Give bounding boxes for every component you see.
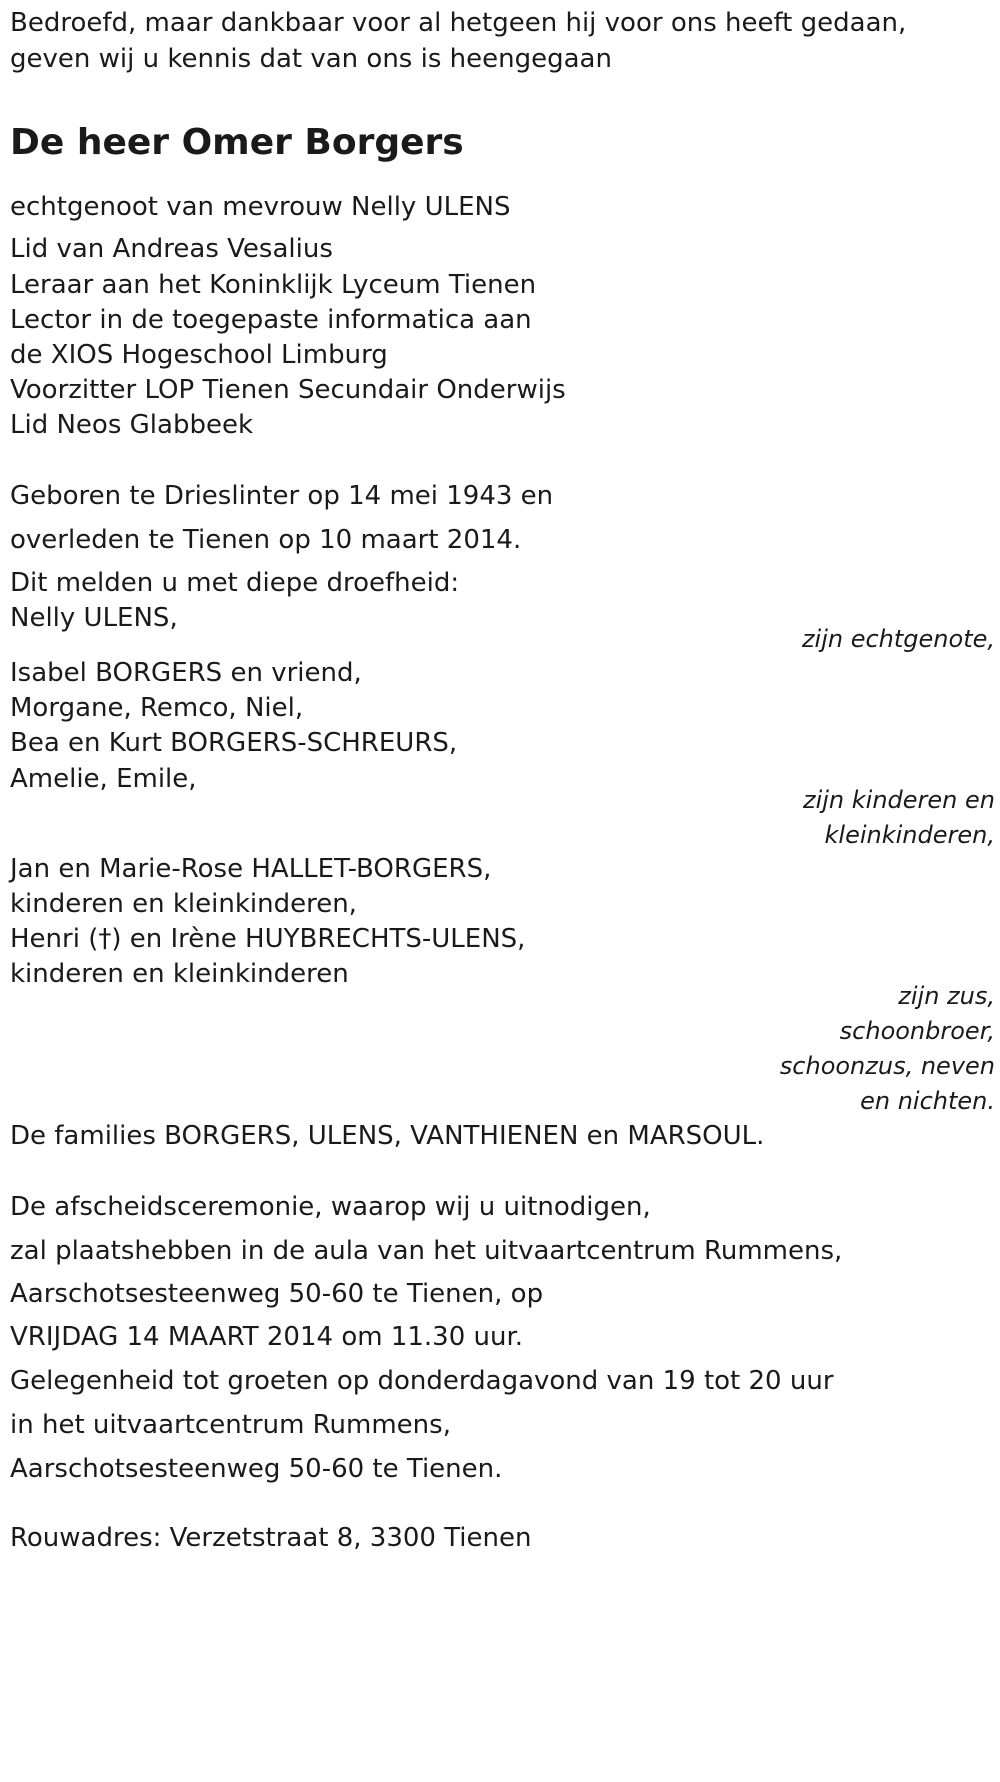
role-line: Lector in de toegepaste informatica aan xyxy=(10,305,532,335)
mourner-sibling-line: kinderen en kleinkinderen, xyxy=(10,889,357,919)
ceremony-line: zal plaatshebben in de aula van het uitvaartcentrum Rummens, xyxy=(10,1236,843,1266)
death-line: overleden te Tienen op 10 maart 2014. xyxy=(10,525,522,555)
announce-line: Dit melden u met diepe droefheid: xyxy=(10,568,460,598)
role-line: de XIOS Hogeschool Limburg xyxy=(10,340,388,370)
mourner-child-line: Morgane, Remco, Niel, xyxy=(10,693,304,723)
mourner-child-line: Amelie, Emile, xyxy=(10,764,197,794)
children-relation-line: zijn kinderen en xyxy=(803,786,995,814)
role-line: Voorzitter LOP Tienen Secundair Onderwijs xyxy=(10,375,566,405)
mourner-sibling-line: kinderen en kleinkinderen xyxy=(10,959,349,989)
mourner-child-line: Bea en Kurt BORGERS-SCHREURS, xyxy=(10,728,458,758)
mourner-sibling-line: Henri (†) en Irène HUYBRECHTS-ULENS, xyxy=(10,924,526,954)
ceremony-date-line: VRIJDAG 14 MAART 2014 om 11.30 uur. xyxy=(10,1322,524,1352)
spouse-line: echtgenoot van mevrouw Nelly ULENS xyxy=(10,192,511,222)
mourner-child-line: Isabel BORGERS en vriend, xyxy=(10,658,362,688)
children-relation-line: kleinkinderen, xyxy=(824,821,995,849)
mourner-sibling-line: Jan en Marie-Rose HALLET-BORGERS, xyxy=(10,854,492,884)
ceremony-line: in het uitvaartcentrum Rummens, xyxy=(10,1410,451,1440)
ceremony-line: Aarschotsesteenweg 50-60 te Tienen. xyxy=(10,1454,503,1484)
ceremony-line: Aarschotsesteenweg 50-60 te Tienen, op xyxy=(10,1279,544,1309)
families-line: De families BORGERS, ULENS, VANTHIENEN en MARSOUL. xyxy=(10,1121,765,1151)
ceremony-line: Gelegenheid tot groeten op donderdagavond van 19 tot 20 uur xyxy=(10,1366,834,1396)
siblings-relation-line: schoonbroer, xyxy=(839,1017,995,1045)
siblings-relation-line: zijn zus, xyxy=(898,982,995,1010)
mourner-spouse: Nelly ULENS, xyxy=(10,603,178,633)
intro-line-2: geven wij u kennis dat van ons is heengegaan xyxy=(10,44,612,74)
mourning-address: Rouwadres: Verzetstraat 8, 3300 Tienen xyxy=(10,1523,532,1553)
role-line: Leraar aan het Koninklijk Lyceum Tienen xyxy=(10,270,537,300)
birth-line: Geboren te Drieslinter op 14 mei 1943 en xyxy=(10,481,554,511)
ceremony-line: De afscheidsceremonie, waarop wij u uitnodigen, xyxy=(10,1192,651,1222)
spouse-relation: zijn echtgenote, xyxy=(801,625,995,653)
siblings-relation-line: schoonzus, neven xyxy=(779,1052,995,1080)
intro-line-1: Bedroefd, maar dankbaar voor al hetgeen hij voor ons heeft gedaan, xyxy=(10,8,907,38)
role-line: Lid van Andreas Vesalius xyxy=(10,234,333,264)
role-line: Lid Neos Glabbeek xyxy=(10,410,254,440)
deceased-name-title: De heer Omer Borgers xyxy=(10,122,464,163)
siblings-relation-line: en nichten. xyxy=(860,1087,995,1115)
